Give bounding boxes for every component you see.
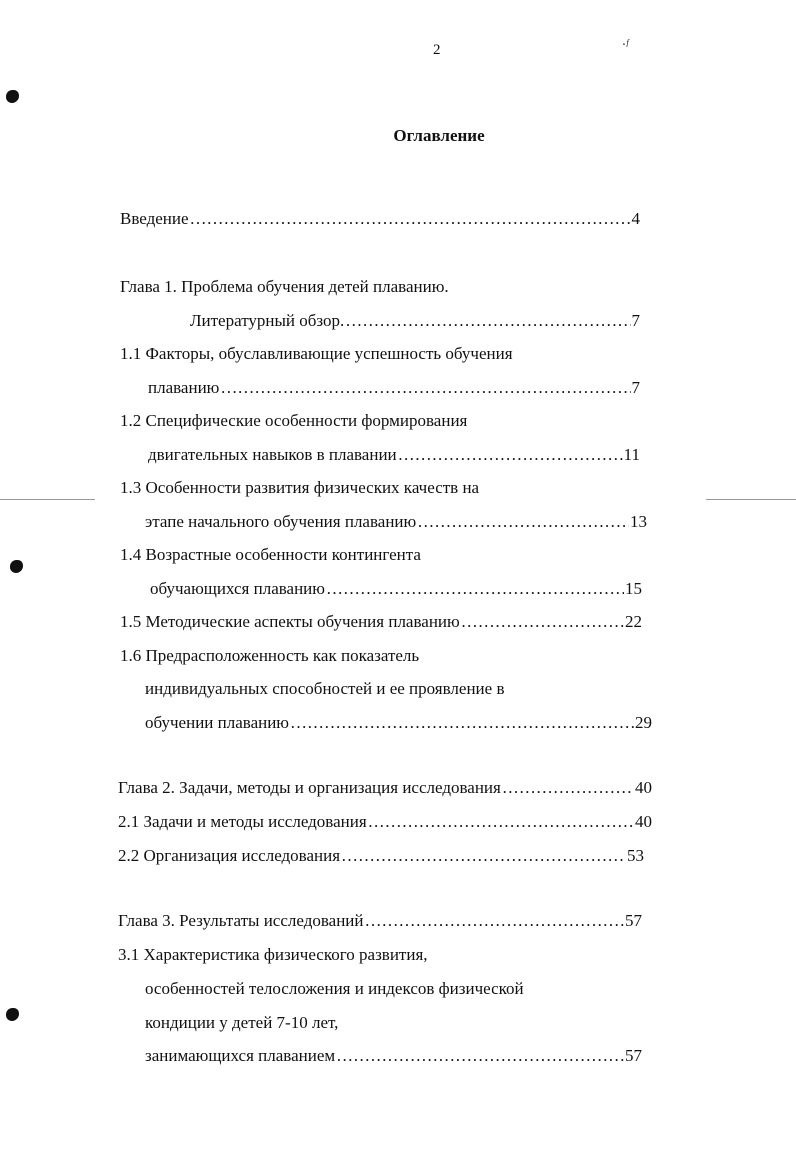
- dot-leader: [365, 910, 625, 932]
- toc-entry-text: двигательных навыков в плавании: [148, 445, 397, 464]
- punch-hole-mark: [10, 560, 23, 573]
- scan-line: [706, 499, 796, 500]
- scan-line: [0, 499, 95, 500]
- dot-leader: [502, 777, 634, 799]
- toc-chapter-1-subtitle: [190, 310, 640, 332]
- toc-entry-text: плаванию: [148, 378, 220, 397]
- toc-section-1-3-end: [145, 511, 647, 533]
- toc-section-1-2-end: [148, 444, 640, 466]
- dot-leader: [398, 444, 623, 466]
- punch-hole-mark: [6, 90, 19, 103]
- toc-page-number: 7: [631, 311, 640, 330]
- dot-leader: [220, 377, 630, 399]
- toc-section-1-4-end: [150, 578, 642, 600]
- toc-section-2-2: [118, 845, 644, 867]
- toc-chapter-2: [118, 777, 652, 799]
- toc-entry-text: Литературный обзор.: [190, 311, 345, 330]
- toc-entry-text: 1.5 Методические аспекты обучения плаванию: [120, 612, 460, 631]
- toc-section-3-1-title-cont: кондиции у детей 7-10 лет,: [145, 1013, 339, 1032]
- dot-leader: [368, 811, 634, 833]
- toc-page-number: 7: [631, 378, 640, 397]
- page-number: 2: [433, 42, 441, 58]
- toc-page-number: 13: [630, 512, 647, 531]
- dot-leader: [345, 310, 630, 332]
- toc-page-number: 40: [635, 812, 652, 831]
- toc-page-number: 29: [635, 713, 652, 732]
- toc-page-number: 53: [627, 846, 644, 865]
- toc-entry-text: занимающихся плаванием: [145, 1046, 336, 1065]
- toc-chapter-1-title: Глава 1. Проблема обучения детей плаванию.: [120, 277, 449, 296]
- dot-leader: [190, 208, 631, 230]
- toc-page-number: 57: [625, 911, 642, 930]
- dot-leader: [290, 712, 634, 734]
- toc-entry-text: 2.2 Организация исследования: [118, 846, 341, 865]
- toc-section-3-1-title-cont: особенностей телосложения и индексов физической: [145, 979, 524, 998]
- toc-page-number: 57: [625, 1046, 642, 1065]
- toc-section-1-4-title: 1.4 Возрастные особенности контингента: [120, 545, 421, 564]
- toc-section-1-6-end: [145, 712, 652, 734]
- toc-section-1-3-title: 1.3 Особенности развития физических качеств на: [120, 478, 480, 497]
- toc-section-1-1-end: [148, 377, 640, 399]
- toc-section-1-6-title-cont: индивидуальных способностей и ее проявление в: [145, 679, 505, 698]
- dot-leader: [326, 578, 624, 600]
- toc-section-3-1-title: 3.1 Характеристика физического развития,: [118, 945, 428, 964]
- toc-page-number: 40: [635, 778, 652, 797]
- toc-entry-text: обучающихся плаванию: [150, 579, 325, 598]
- toc-entry-intro: [120, 208, 640, 230]
- toc-page-number: 15: [625, 579, 642, 598]
- toc-entry-text: обучении плаванию: [145, 713, 290, 732]
- toc-page-number: 4: [631, 209, 640, 228]
- toc-entry-text: Введение: [120, 209, 189, 228]
- toc-section-1-5: [120, 611, 642, 633]
- toc-section-1-2-title: 1.2 Специфические особенности формирования: [120, 411, 468, 430]
- toc-entry-text: 2.1 Задачи и методы исследования: [118, 812, 367, 831]
- toc-chapter-3: [118, 910, 642, 932]
- toc-section-2-1: [118, 811, 652, 833]
- toc-page-number: 22: [625, 612, 642, 631]
- toc-entry-text: Глава 2. Задачи, методы и организация исследования: [118, 778, 501, 797]
- toc-section-1-6-title: 1.6 Предрасположенность как показатель: [120, 646, 420, 665]
- dot-leader: [336, 1045, 624, 1067]
- punch-hole-mark: [6, 1008, 19, 1021]
- toc-section-3-1-end: [145, 1045, 642, 1067]
- corner-mark: ·ᶠ: [622, 38, 628, 53]
- page-title: Оглавление: [393, 126, 485, 145]
- dot-leader: [417, 511, 629, 533]
- toc-page-number: 11: [623, 445, 640, 464]
- toc-section-1-1-title: 1.1 Факторы, обуславливающие успешность обучения: [120, 344, 513, 363]
- toc-entry-text: Глава 3. Результаты исследований: [118, 911, 364, 930]
- dot-leader: [341, 845, 626, 867]
- toc-entry-text: этапе начального обучения плаванию: [145, 512, 417, 531]
- dot-leader: [461, 611, 624, 633]
